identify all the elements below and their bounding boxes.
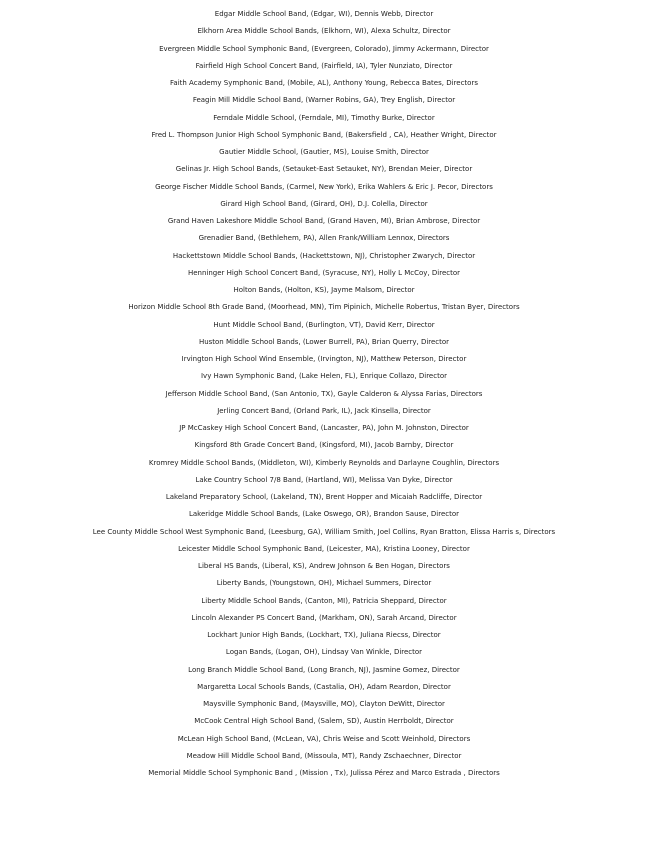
list-item: Lakeridge Middle School Bands, (Lake Oswego, OR), Brandon Sause, Director [188,510,460,519]
list-item: Meadow Hill Middle School Band, (Missoula, MT), Randy Zschaechner, Director [186,751,462,760]
list-item: Liberty Middle School Bands, (Canton, MI), Patricia Sheppard, Director [201,596,447,605]
list-item: Logan Bands, (Logan, OH), Lindsay Van Winkle, Director [225,648,423,657]
list-item: Margaretta Local Schools Bands, (Castalia, OH), Adam Reardon, Director [197,682,451,691]
list-item: Huston Middle School Bands, (Lower Burrell, PA), Brian Querry, Director [198,337,450,346]
list-item: Faith Academy Symphonic Band, (Mobile, AL), Anthony Young, Rebecca Bates, Directors [170,79,478,87]
list-item: Grand Haven Lakeshore Middle School Band, (Grand Haven, MI), Brian Ambrose, Director [167,217,481,225]
list-item: Gautier Middle School, (Gautier, MS), Louise Smith, Director [219,148,429,156]
list-item: Grenadier Band, (Bethlehem, PA), Allen Frank/William Lennox, Directors [198,234,450,243]
list-item: Kromrey Middle School Bands, (Middleton, WI), Kimberly Reynolds and Darlayne Coughlin, Directors [148,458,500,467]
list-item: Henninger High School Concert Band, (Syracuse, NY), Holly L McCoy, Director [187,268,461,277]
list-item: Lake Country School 7/8 Band, (Hartland, WI), Melissa Van Dyke, Director [195,475,453,484]
list-item: Hunt Middle School Band, (Burlington, VT), David Kerr, Director [213,320,435,329]
list-item: Girard High School Band, (Girard, OH), D.J. Colella, Director [220,199,428,208]
band-directory-list [0,6,648,782]
list-item: Long Branch Middle School Band, (Long Branch, NJ), Jasmine Gomez, Director [188,665,460,674]
list-item: Feagin Mill Middle School Band, (Warner Robins, GA), Trey English, Director [192,96,456,105]
list-item: George Fischer Middle School Bands, (Carmel, New York), Erika Wahlers & Eric J. Pecor, Directors [155,182,493,191]
list-item: Irvington High School Wind Ensemble, (Irvington, NJ), Matthew Peterson, Director [181,355,467,363]
list-item: Lincoln Alexander PS Concert Band, (Markham, ON), Sarah Arcand, Director [191,613,457,622]
list-item: Jerling Concert Band, (Orland Park, IL), Jack Kinsella, Director [217,406,431,415]
list-item: Liberty Bands, (Youngstown, OH), Michael Summers, Director [216,579,432,588]
list-item: Ferndale Middle School, (Ferndale, MI), Timothy Burke, Director [213,113,435,122]
list-item: Horizon Middle School 8th Grade Band, (Moorhead, MN), Tim Pipinich, Michelle Robertus, Tristan Byer, Directors [128,303,520,312]
list-item: Jefferson Middle School Band, (San Antonio, TX), Gayle Calderon & Alyssa Farias, Directors [165,389,483,398]
list-item: Liberal HS Bands, (Liberal, KS), Andrew Johnson & Ben Hogan, Directors [198,562,450,570]
list-item: Ivy Hawn Symphonic Band, (Lake Helen, FL), Enrique Collazo, Director [200,372,447,381]
list-item: Kingsford 8th Grade Concert Band, (Kingsford, MI), Jacob Barnby, Director [194,441,454,450]
list-item: Lee County Middle School West Symphonic Band, (Leesburg, GA), William Smith, Joel Collins, Ryan Bratton, Elissa Harris s, Directors [92,527,556,536]
list-item: Maysville Symphonic Band, (Maysville, MO), Clayton DeWitt, Director [203,700,445,708]
list-item: Fred L. Thompson Junior High School Symphonic Band, (Bakersfield , CA), Heather Wright, Director [151,130,497,139]
list-item: Gelinas Jr. High School Bands, (Setauket-East Setauket, NY), Brendan Meier, Director [175,165,473,174]
list-item: Leicester Middle School Symphonic Band, (Leicester, MA), Kristina Looney, Director [178,544,470,553]
list-item: McCook Central High School Band, (Salem, SD), Austin Herrboldt, Director [194,717,454,726]
list-item: Evergreen Middle School Symphonic Band, (Evergreen, Colorado), Jimmy Ackermann, Director [159,44,489,53]
list-item: McLean High School Band, (McLean, VA), Chris Weise and Scott Weinhold, Directors [177,734,471,743]
list-item: Holton Bands, (Holton, KS), Jayme Malsom, Director [233,286,415,294]
list-item: Lakeland Preparatory School, (Lakeland, TN), Brent Hopper and Micaiah Radcliffe, Director [165,493,483,501]
list-item: JP McCaskey High School Concert Band, (Lancaster, PA), John M. Johnston, Director [179,424,469,432]
list-item: Lockhart Junior High Bands, (Lockhart, TX), Juliana Riecss, Director [207,631,441,639]
list-item: Fairfield High School Concert Band, (Fairfield, IA), Tyler Nunziato, Director [195,61,453,70]
list-item: Memorial Middle School Symphonic Band , (Mission , Tx), Julissa Pérez and Marco Estrada , Directors [148,769,500,777]
list-item: Hackettstown Middle School Bands, (Hackettstown, NJ), Christopher Zwarych, Director [172,251,476,260]
list-item: Elkhorn Area Middle School Bands, (Elkhorn, WI), Alexa Schultz, Director [197,27,451,36]
list-item: Edgar Middle School Band, (Edgar, WI), Dennis Webb, Director [214,10,434,18]
